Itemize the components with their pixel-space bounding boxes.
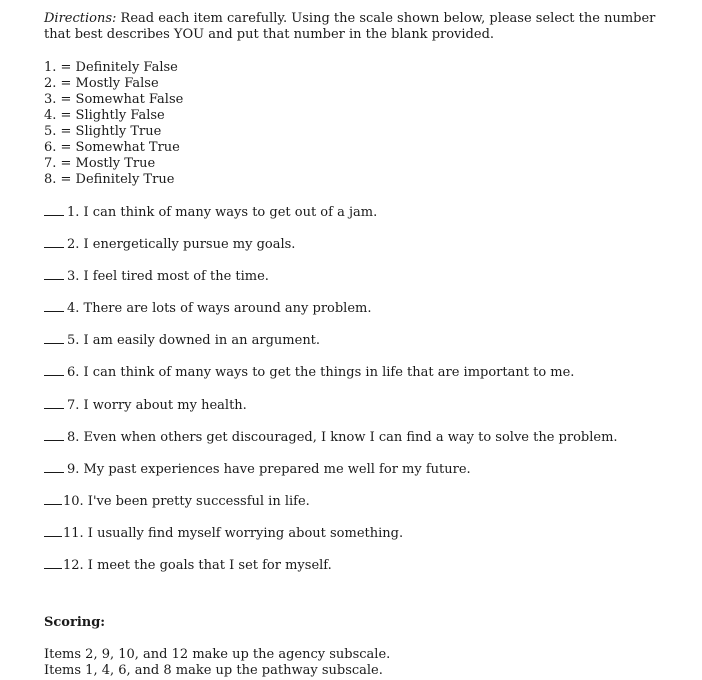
- answer-blank[interactable]: [44, 429, 64, 441]
- scale-item: 7. = Mostly True: [44, 156, 156, 171]
- scale-item: 5. = Slightly True: [44, 124, 162, 139]
- scale-item: 6. = Somewhat True: [44, 140, 180, 155]
- question-text: 6. I can think of many ways to get the things in life that are important to me.: [67, 365, 575, 381]
- question-text: 7. I worry about my health.: [67, 397, 247, 413]
- question-item: [44, 300, 618, 332]
- question-item: [44, 525, 618, 557]
- answer-blank[interactable]: [44, 397, 64, 409]
- directions-paragraph: [44, 11, 684, 43]
- question-item: [44, 236, 618, 268]
- rating-scale: [44, 60, 183, 188]
- question-item: [44, 204, 618, 236]
- question-text: 2. I energetically pursue my goals.: [67, 237, 296, 253]
- question-text: 1. I can think of many ways to get out of a jam.: [67, 205, 378, 220]
- answer-blank[interactable]: [44, 461, 64, 473]
- scale-item: 8. = Definitely True: [44, 172, 175, 187]
- answer-blank[interactable]: [44, 236, 64, 248]
- question-item: [44, 429, 618, 461]
- question-text: 3. I feel tired most of the time.: [67, 269, 269, 285]
- answer-blank[interactable]: [44, 300, 64, 312]
- question-text: 11. I usually find myself worrying about something.: [63, 525, 404, 541]
- scale-item: 1. = Definitely False: [44, 60, 178, 75]
- answer-blank[interactable]: [44, 525, 62, 537]
- answer-blank[interactable]: [44, 493, 62, 505]
- question-item: [44, 364, 618, 396]
- directions-label: Directions:: [44, 11, 117, 26]
- question-text: 5. I am easily downed in an argument.: [67, 333, 321, 349]
- question-text: 8. Even when others get discouraged, I know I can find a way to solve the problem.: [67, 429, 618, 445]
- question-item: [44, 557, 618, 589]
- scoring-heading: Scoring:: [44, 615, 106, 630]
- answer-blank[interactable]: [44, 332, 64, 344]
- scale-item: 4. = Slightly False: [44, 108, 165, 123]
- answer-blank[interactable]: [44, 268, 64, 280]
- question-item: [44, 397, 618, 429]
- scoring-notes: [44, 647, 390, 679]
- question-text: 9. My past experiences have prepared me well for my future.: [67, 461, 471, 477]
- question-item: [44, 461, 618, 493]
- question-text: 10. I've been pretty successful in life.: [63, 493, 310, 509]
- directions-text: Read each item carefully. Using the scale shown below, please select the number that best describes YOU and put that number in the blank provided.: [44, 11, 656, 42]
- scoring-line: Items 1, 4, 6, and 8 make up the pathway subscale.: [44, 663, 383, 678]
- questionnaire-page: [44, 11, 684, 678]
- answer-blank[interactable]: [44, 557, 62, 569]
- question-text: 12. I meet the goals that I set for myself.: [63, 558, 332, 574]
- question-text: 4. There are lots of ways around any problem.: [67, 301, 372, 317]
- answer-blank[interactable]: [44, 364, 64, 376]
- question-list: [44, 204, 618, 589]
- question-item: [44, 268, 618, 300]
- question-item: [44, 493, 618, 525]
- scoring-line: Items 2, 9, 10, and 12 make up the agency subscale.: [44, 647, 391, 662]
- scale-item: 2. = Mostly False: [44, 76, 159, 91]
- question-item: [44, 332, 618, 364]
- scale-item: 3. = Somewhat False: [44, 92, 184, 107]
- answer-blank[interactable]: [44, 204, 64, 216]
